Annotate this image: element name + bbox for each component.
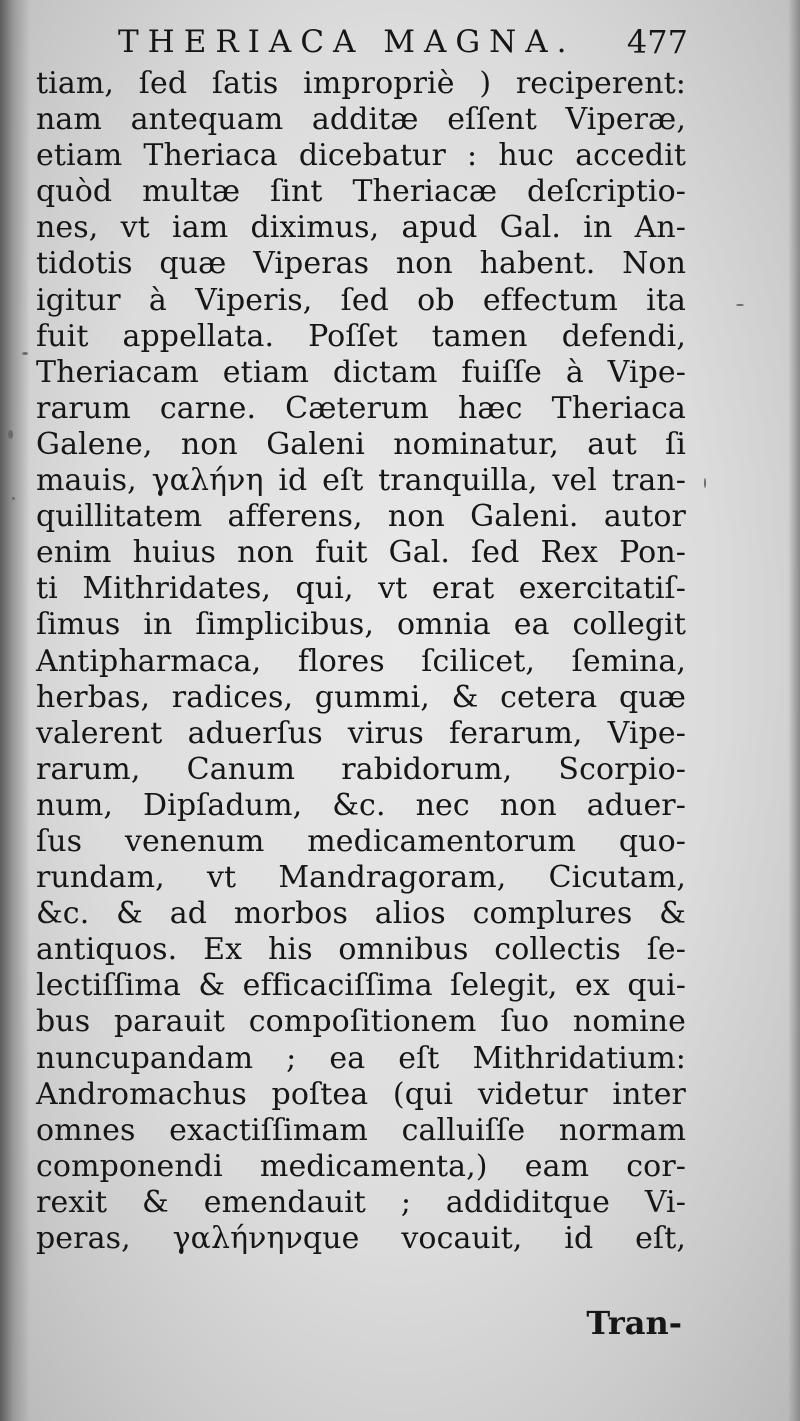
running-title: THERIACA MAGNA. (118, 24, 576, 60)
text-line: Antipharmaca, flores ſcilicet, ſemina, (36, 643, 686, 679)
text-line: mauis, γαλήνη id eſt tranquilla, vel tran- (36, 463, 686, 499)
text-line: nam antequam additæ eſſent Viperæ, (36, 102, 686, 138)
text-line: quòd multæ ſint Theriacæ deſcriptio- (36, 174, 686, 210)
text-line: Andromachus poſtea (qui videtur inter (36, 1076, 686, 1112)
text-line: ſimus in ſimplicibus, omnia ea collegit (36, 607, 686, 643)
text-line: rundam, vt Mandragoram, Cicutam, (36, 860, 686, 896)
text-line: rarum, Canum rabidorum, Scorpio- (36, 751, 686, 787)
text-line: bus parauit compoſitionem ſuo nomine (36, 1004, 686, 1040)
text-line: Galene, non Galeni nominatur, aut ſi (36, 426, 686, 462)
text-line: tiam, ſed ſatis impropriè ) reciperent: (36, 66, 686, 101)
text-line: enim huius non fuit Gal. ſed Rex Pon- (36, 535, 686, 571)
text-line: igitur à Viperis, ſed ob effectum ita (36, 282, 686, 318)
text-line: rexit & emendauit ; addiditque Vi- (36, 1184, 686, 1220)
text-line: ſus venenum medicamentorum quo- (36, 823, 686, 859)
text-line: ti Mithridates, qui, vt erat exercitatiſ- (36, 571, 686, 607)
text-line: peras, γαλήνηνque vocauit, id eſt, (36, 1221, 686, 1256)
text-line: etiam Theriaca dicebatur : huc accedit (36, 138, 686, 174)
text-line: &c. & ad morbos alios complures & (36, 896, 686, 932)
text-line: componendi medicamenta,) eam cor- (36, 1148, 686, 1184)
catchword: Tran- (586, 1304, 682, 1342)
text-line: Theriacam etiam dictam fuiſſe à Vipe- (36, 354, 686, 390)
body-text (36, 66, 686, 1257)
text-line: tidotis quæ Viperas non habent. Non (36, 246, 686, 282)
text-line: num, Dipſadum, &c. nec non aduer- (36, 787, 686, 823)
text-line: fuit appellata. Poſſet tamen defendi, (36, 318, 686, 354)
text-line: valerent aduerſus virus ferarum, Vipe- (36, 715, 686, 751)
text-line: quillitatem afferens, non Galeni. autor (36, 499, 686, 535)
text-line: rarum carne. Cæterum hæc Theriaca (36, 390, 686, 426)
text-line: nuncupandam ; ea eſt Mithridatium: (36, 1040, 686, 1076)
text-line: antiquos. Ex his omnibus collectis ſe- (36, 932, 686, 968)
text-line: lectiſſima & efficaciſſima ſelegit, ex qui- (36, 968, 686, 1004)
text-line: nes, vt iam diximus, apud Gal. in An- (36, 210, 686, 246)
text-line: herbas, radices, gummi, & cetera quæ (36, 679, 686, 715)
running-head (118, 20, 688, 64)
page-number: 477 (626, 23, 688, 61)
text-line: omnes exactiſſimam calluiſſe normam (36, 1112, 686, 1148)
